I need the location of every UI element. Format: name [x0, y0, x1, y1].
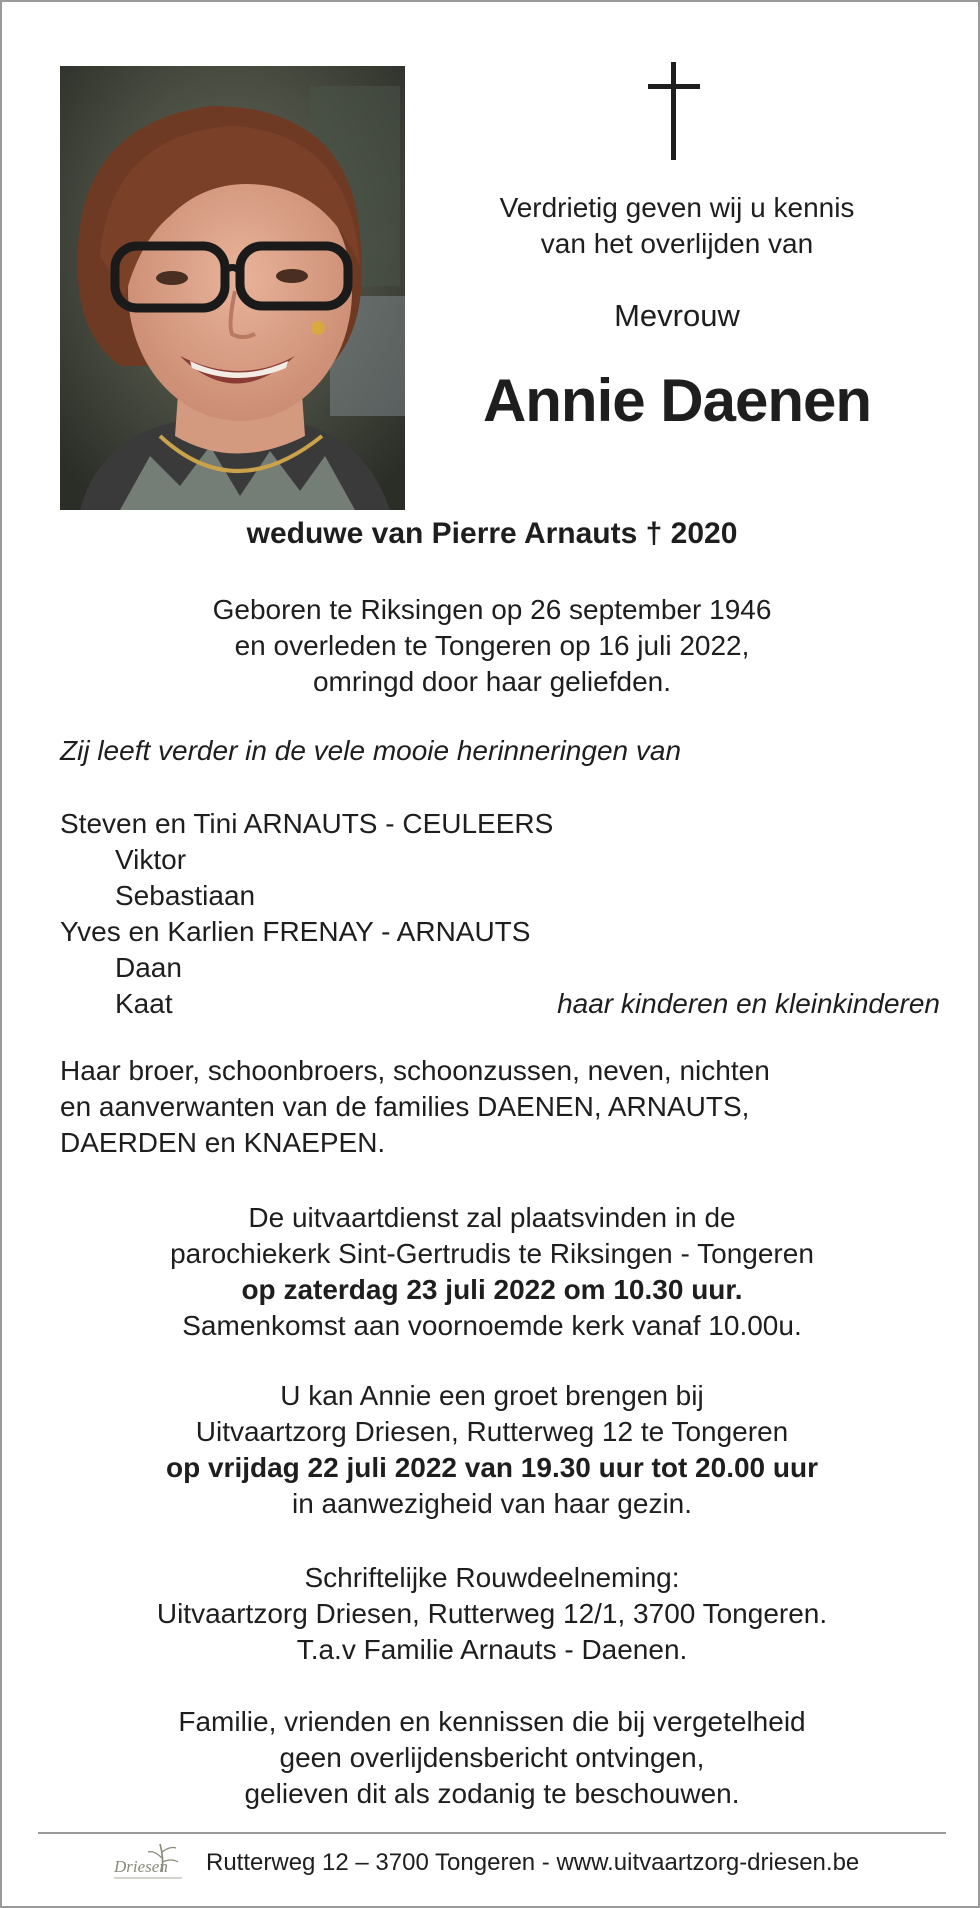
intro-line: Verdrietig geven wij u kennis: [499, 192, 855, 223]
visit-line: Uitvaartzorg Driesen, Rutterweg 12 te Tongeren: [195, 1416, 789, 1447]
footer-divider: [38, 1832, 946, 1834]
widow-line: weduwe van Pierre Arnauts † 2020: [246, 517, 738, 550]
footer-address: Rutterweg 12 – 3700 Tongeren - www.uitvaartzorg-driesen.be: [206, 1849, 860, 1876]
relatives-line: DAERDEN en KNAEPEN.: [60, 1127, 386, 1158]
notice-line: gelieven dit als zodanig te beschouwen.: [244, 1778, 740, 1809]
condolence-line: T.a.v Familie Arnauts - Daenen.: [296, 1634, 688, 1665]
funeral-line: De uitvaartdienst zal plaatsvinden in de: [248, 1202, 736, 1233]
condolence-line: Schriftelijke Rouwdeelneming:: [304, 1562, 680, 1593]
family-caption: haar kinderen en kleinkinderen: [557, 988, 940, 1019]
family-row: Daan: [115, 952, 182, 983]
funeral-line: Samenkomst aan voornoemde kerk vanaf 10.00u.: [182, 1310, 802, 1341]
family-row: Kaat: [115, 988, 173, 1019]
logo-text: Driesen: [114, 1857, 168, 1876]
funeral-service-info: [42, 1200, 942, 1344]
visit-line: U kan Annie een groet brengen bij: [280, 1380, 704, 1411]
family-row: Sebastiaan: [115, 880, 256, 911]
funeral-line: parochiekerk Sint-Gertrudis te Riksingen - Tongeren: [170, 1238, 814, 1269]
driesen-logo-icon: [112, 1838, 186, 1890]
notice-line: geen overlijdensbericht ontvingen,: [279, 1742, 705, 1773]
relatives-line: en aanverwanten van de families DAENEN, ARNAUTS,: [60, 1091, 750, 1122]
visit-line: in aanwezigheid van haar gezin.: [291, 1488, 693, 1519]
closing-notice: [42, 1704, 942, 1812]
family-row: Steven en Tini ARNAUTS - CEULEERS: [60, 808, 554, 839]
relatives-text: [60, 1053, 770, 1161]
visit-date: op vrijdag 22 juli 2022 van 19.30 uur tot 20.00 uur: [165, 1452, 819, 1483]
honorific: Mevrouw: [614, 298, 740, 333]
intro-line: van het overlijden van: [540, 228, 814, 259]
visitation-info: [42, 1378, 942, 1522]
intro-text: [442, 190, 912, 262]
family-list: [60, 806, 940, 1022]
surrounded-line: omringd door haar geliefden.: [312, 666, 671, 697]
memories-line: Zij leeft verder in de vele mooie herinneringen van: [60, 735, 682, 766]
death-line: en overleden te Tongeren op 16 juli 2022,: [234, 630, 750, 661]
portrait-photo: [60, 66, 405, 510]
birth-death-details: [42, 592, 942, 700]
relatives-line: Haar broer, schoonbroers, schoonzussen, neven, nichten: [60, 1055, 770, 1086]
family-row: Yves en Karlien FRENAY - ARNAUTS: [60, 916, 531, 947]
condolence-line: Uitvaartzorg Driesen, Rutterweg 12/1, 3700 Tongeren.: [156, 1598, 828, 1629]
notice-line: Familie, vrienden en kennissen die bij vergetelheid: [178, 1706, 806, 1737]
family-row-last: [60, 986, 940, 1022]
condolence-info: [42, 1560, 942, 1668]
family-row: Viktor: [115, 844, 187, 875]
deceased-name: Annie Daenen: [482, 367, 872, 434]
latin-cross-icon: [646, 60, 702, 162]
birth-line: Geboren te Riksingen op 26 september 1946: [212, 594, 772, 625]
funeral-date: op zaterdag 23 juli 2022 om 10.30 uur.: [241, 1274, 743, 1305]
